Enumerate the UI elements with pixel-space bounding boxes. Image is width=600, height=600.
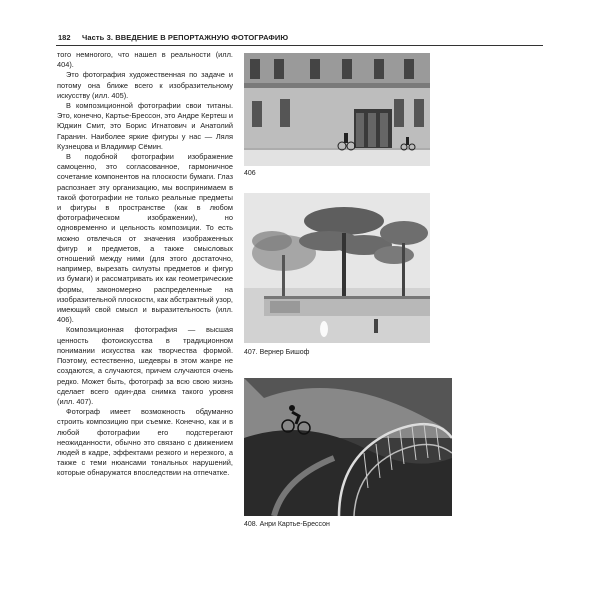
photo-406-street-facade — [244, 53, 430, 166]
paragraph-1: того немногого, что нашел в реальности (илл. 404). — [57, 50, 233, 70]
trees-image — [244, 193, 430, 343]
caption-408: 408. Анри Картье-Брессон — [244, 521, 330, 528]
paragraph-4: В подобной фотографии изображение самоценно, это согласованное, гармоничное сочетание компонентов на плоскости бумаги. Глаз распознает эту организацию, мы воспринимаем в такой фотографии не только реальные предметы и фигуры в пространстве (как в любом фотографическом изображении), но одновременно и цельность композиции. То есть можно отвлечься от значения изображенных фигур и предметов, а также смысловых отношений между ними (для этого достаточно, например, вырезать силуэты предметов и фигур из бумаги) и рассматривать их как геометрические формы, закономерно распределенные на изобразительной плоскости, как абстрактный узор, имеющий свой смысл и выразительность (илл. 406). — [57, 152, 233, 325]
photo-408-staircase — [244, 378, 452, 516]
street-facade-image — [244, 53, 430, 166]
body-text-column — [57, 50, 233, 479]
caption-407: 407. Вернер Бишоф — [244, 349, 310, 356]
caption-406: 406 — [244, 170, 256, 177]
running-header — [56, 31, 543, 46]
page-number: 182 — [58, 33, 71, 42]
paragraph-3: В композиционной фотографии свои титаны. Это, конечно, Картье-Брессон, это Андре Кертеш и Юджин Смит, это Борис Игнатович и Анатолий Гаранин. Наиболее яркие фигуры у нас — Ляля Кузнецова и Владимир Сёмин. — [57, 101, 233, 151]
paragraph-5: Композиционная фотография — высшая ценность фотоискусства в традиционном понимании искусства как творчества формой. Поэтому, естественно, шедевры в этом жанре не создаются, а случаются, причем случаются очень редко. Может быть, фотограф за всю свою жизнь сделает всего один-два снимка такого уровня (илл. 407). — [57, 325, 233, 406]
photo-407-trees — [244, 193, 430, 343]
paragraph-2: Это фотография художественная по задаче и потому она ближе всего к изобразительному искусству (илл. 405). — [57, 70, 233, 100]
chapter-title: Часть 3. ВВЕДЕНИЕ В РЕПОРТАЖНУЮ ФОТОГРАФИЮ — [82, 33, 289, 42]
paragraph-6: Фотограф имеет возможность обдуманно строить композицию при съемке. Конечно, как и в любой фотографии его подстерегают неожиданности, обычно это связано с движением людей в кадре, эффектами резкого и нерезкого, а также с теми нюансами тональных нарушений, которые обнаружатся впоследствии на отпечатке. — [57, 407, 233, 478]
staircase-image — [244, 378, 452, 516]
